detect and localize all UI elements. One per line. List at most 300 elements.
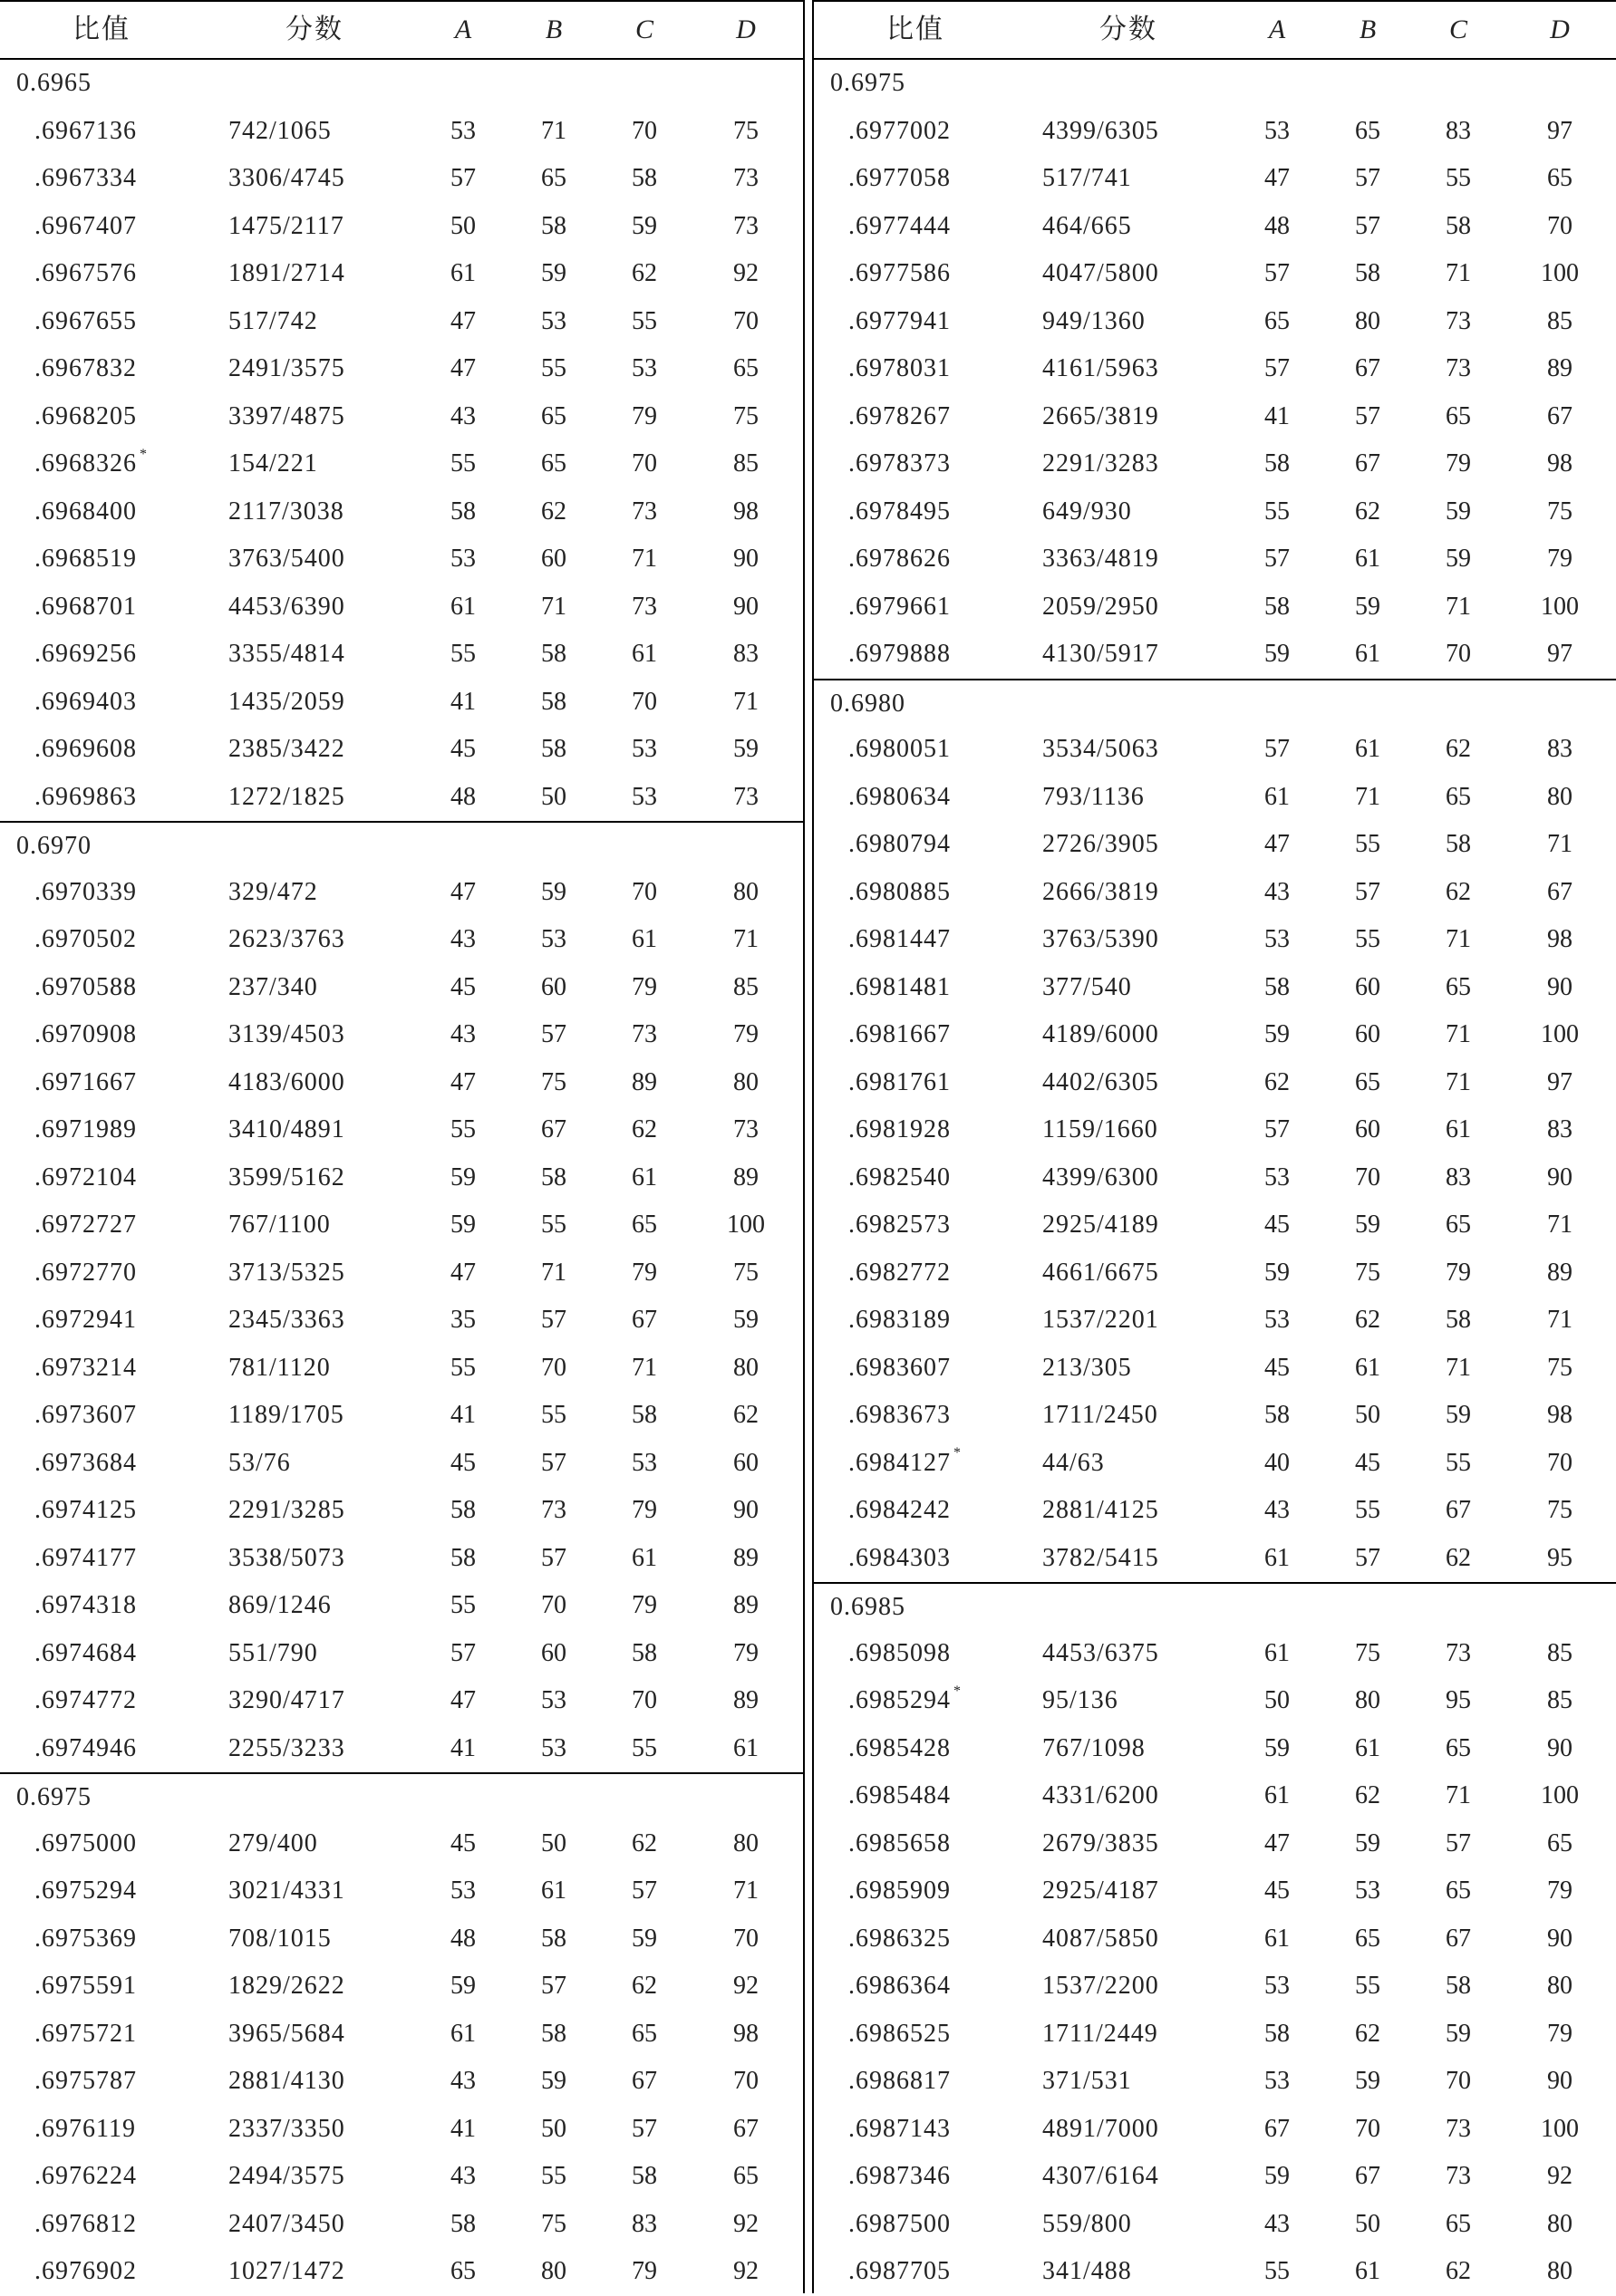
d-cell: 85: [733, 972, 759, 1001]
c-cell: 55: [1446, 1448, 1471, 1477]
ratio-value: .6975369: [34, 1924, 137, 1953]
fraction-cell: 4130/5917: [1042, 640, 1159, 668]
table-row: [814, 774, 1616, 822]
c-cell: 71: [632, 1353, 657, 1382]
ratio-value: .6977002: [848, 116, 951, 145]
b-cell: 55: [541, 2162, 566, 2190]
fraction-cell: 2491/3575: [228, 354, 345, 382]
table-row: [814, 2201, 1616, 2249]
b-cell: 60: [541, 545, 566, 573]
ratio-cell: [34, 1106, 137, 1154]
table-row: [0, 1059, 803, 1107]
ratio-cell: [34, 345, 137, 393]
ratio-value: .6980051: [848, 735, 951, 763]
table-row: [814, 1249, 1616, 1298]
table-row: [0, 2106, 803, 2154]
fraction-cell: 4399/6305: [1042, 116, 1159, 145]
table-row: [0, 2058, 803, 2106]
a-cell: 45: [1264, 1876, 1290, 1905]
d-cell: 100: [1541, 1781, 1579, 1809]
ratio-value: .6970339: [34, 877, 137, 906]
ratio-value: .6985909: [848, 1876, 951, 1905]
fraction-cell: 44/63: [1042, 1448, 1105, 1477]
ratio-value: .6975787: [34, 2067, 137, 2095]
a-cell: 50: [1264, 1686, 1290, 1714]
table-row: [814, 1059, 1616, 1107]
c-cell: 65: [632, 2019, 657, 2048]
b-cell: 57: [1355, 1543, 1380, 1572]
b-cell: 62: [1355, 1781, 1380, 1809]
table-row: [814, 2058, 1616, 2106]
table-row: [0, 1154, 803, 1202]
b-cell: 57: [541, 1448, 566, 1477]
fraction-cell: 2666/3819: [1042, 877, 1159, 906]
c-cell: 62: [1446, 877, 1471, 906]
d-cell: 67: [733, 2114, 759, 2143]
d-cell: 83: [733, 640, 759, 668]
a-cell: 65: [1264, 306, 1290, 335]
ratio-cell: [34, 1867, 137, 1915]
fraction-cell: 3410/4891: [228, 1115, 345, 1143]
table-row: [0, 203, 803, 251]
fraction-cell: 279/400: [228, 1828, 318, 1857]
ratio-value: .6968701: [34, 592, 137, 621]
fraction-cell: 4307/6164: [1042, 2162, 1159, 2190]
table-row: [814, 1867, 1616, 1915]
b-cell: 50: [1355, 1401, 1380, 1429]
fraction-cell: 3021/4331: [228, 1876, 345, 1905]
table-row: [814, 1154, 1616, 1202]
table-row: [814, 869, 1616, 917]
fraction-cell: 1711/2449: [1042, 2019, 1158, 2048]
ratio-cell: [848, 1867, 951, 1915]
fraction-cell: 2925/4187: [1042, 1876, 1159, 1905]
ratio-value: .6987143: [848, 2114, 951, 2143]
ratio-cell: [848, 726, 951, 774]
ratio-value: .6976119: [34, 2114, 136, 2143]
ratio-value: .6969256: [34, 640, 137, 668]
d-cell: 92: [733, 1972, 759, 2000]
ratio-value: .6974125: [34, 1496, 137, 1524]
ratio-cell: [848, 916, 951, 964]
ratio-cell: [848, 535, 951, 584]
c-cell: 58: [1446, 1972, 1471, 2000]
ratio-cell: [848, 203, 951, 251]
fraction-cell: 2726/3905: [1042, 830, 1159, 858]
d-cell: 71: [733, 687, 759, 716]
table-row: [0, 393, 803, 441]
d-cell: 65: [733, 354, 759, 382]
d-cell: 70: [733, 2067, 759, 2095]
b-cell: 67: [1355, 2162, 1380, 2190]
ratio-cell: [34, 2201, 137, 2249]
ratio-value: .6985428: [848, 1733, 951, 1762]
table-row: [814, 440, 1616, 488]
ratio-cell: [34, 1820, 137, 1868]
c-cell: 65: [1446, 401, 1471, 430]
ratio-cell: [34, 774, 137, 822]
d-cell: 100: [1541, 592, 1579, 621]
ratio-value: .6980634: [848, 782, 951, 811]
d-cell: 80: [733, 1067, 759, 1096]
ratio-cell: [848, 108, 951, 156]
a-cell: 48: [450, 782, 476, 811]
table-row: [814, 1820, 1616, 1868]
d-cell: 71: [733, 1876, 759, 1905]
b-cell: 45: [1355, 1448, 1380, 1477]
ratio-cell: [34, 1677, 137, 1725]
table-row: [814, 1677, 1616, 1725]
d-cell: 92: [733, 259, 759, 287]
table-row: [0, 108, 803, 156]
fraction-cell: 329/472: [228, 877, 318, 906]
b-cell: 55: [1355, 925, 1380, 953]
a-cell: 61: [1264, 1781, 1290, 1809]
ratio-value: .6983189: [848, 1306, 951, 1334]
fraction-cell: 869/1246: [228, 1591, 332, 1619]
b-cell: 75: [1355, 1638, 1380, 1667]
b-cell: 57: [541, 1020, 566, 1048]
b-cell: 70: [1355, 2114, 1380, 2143]
ratio-cell: [848, 1154, 951, 1202]
ratio-cell: [34, 298, 137, 346]
ratio-cell: [848, 964, 951, 1012]
table-row: [0, 584, 803, 632]
table-row: [0, 2153, 803, 2201]
table-row: [814, 1915, 1616, 1963]
ratio-value: .6970588: [34, 972, 137, 1001]
fraction-cell: 464/665: [1042, 211, 1132, 240]
ratio-value: .6980794: [848, 830, 951, 858]
ratio-cell: [848, 1106, 951, 1154]
ratio-cell: [34, 1392, 137, 1440]
table-row: [814, 821, 1616, 869]
header-ratio: 比值: [73, 14, 131, 44]
table-row: [0, 298, 803, 346]
ratio-value: .6986325: [848, 1924, 951, 1953]
d-cell: 89: [733, 1162, 759, 1191]
d-cell: 62: [733, 1401, 759, 1429]
fraction-cell: 3782/5415: [1042, 1543, 1159, 1572]
ratio-cell: [848, 869, 951, 917]
ratio-value: .6976902: [34, 2257, 137, 2285]
c-cell: 83: [632, 2209, 657, 2238]
b-cell: 61: [541, 1876, 566, 1905]
ratio-cell: [34, 726, 137, 774]
d-cell: 89: [733, 1591, 759, 1619]
d-cell: 59: [733, 1306, 759, 1334]
ratio-cell: [848, 155, 951, 203]
c-cell: 53: [632, 354, 657, 382]
a-cell: 55: [450, 449, 476, 478]
a-cell: 55: [450, 1115, 476, 1143]
a-cell: 43: [1264, 877, 1290, 906]
b-cell: 55: [1355, 1496, 1380, 1524]
c-cell: 70: [1446, 640, 1471, 668]
ratio-cell: [848, 821, 951, 869]
d-cell: 90: [733, 592, 759, 621]
table-row: [814, 1535, 1616, 1583]
a-cell: 43: [450, 2067, 476, 2095]
b-cell: 57: [1355, 401, 1380, 430]
table-row: [0, 1249, 803, 1298]
fraction-cell: 3763/5390: [1042, 925, 1159, 953]
b-cell: 70: [541, 1591, 566, 1619]
c-cell: 61: [632, 925, 657, 953]
a-cell: 58: [1264, 1401, 1290, 1429]
c-cell: 79: [632, 2257, 657, 2285]
ratio-cell: [34, 631, 137, 679]
fraction-cell: 1272/1825: [228, 782, 345, 811]
fraction-cell: 767/1098: [1042, 1733, 1146, 1762]
group-row: [0, 1772, 803, 1822]
c-cell: 79: [1446, 449, 1471, 478]
b-cell: 53: [541, 306, 566, 335]
c-cell: 58: [632, 164, 657, 192]
ratio-value: .6968519: [34, 545, 137, 573]
b-cell: 75: [541, 1067, 566, 1096]
b-cell: 61: [1355, 1733, 1380, 1762]
group-label: 0.6985: [830, 1593, 905, 1621]
a-cell: 62: [1264, 1067, 1290, 1096]
ratio-value: .6980885: [848, 877, 951, 906]
d-cell: 80: [1547, 2209, 1572, 2238]
a-cell: 55: [450, 640, 476, 668]
table-row: [0, 250, 803, 298]
a-cell: 59: [1264, 1733, 1290, 1762]
c-cell: 73: [632, 497, 657, 526]
group-label: 0.6980: [830, 689, 905, 718]
fraction-cell: 517/741: [1042, 164, 1132, 192]
ratio-cell: [848, 440, 951, 488]
d-cell: 89: [733, 1686, 759, 1714]
b-cell: 60: [541, 972, 566, 1001]
header-ratio: 比值: [886, 14, 944, 44]
a-cell: 61: [450, 2019, 476, 2048]
b-cell: 80: [1355, 306, 1380, 335]
d-cell: 92: [733, 2209, 759, 2238]
b-cell: 71: [541, 1258, 566, 1287]
ratio-cell: [34, 250, 137, 298]
a-cell: 59: [450, 1972, 476, 2000]
ratio-cell: [848, 2153, 951, 2201]
ratio-cell: [34, 203, 137, 251]
ratio-cell: [34, 2011, 137, 2059]
ratio-cell: [848, 1249, 951, 1298]
ratio-value: .6987346: [848, 2162, 951, 2190]
c-cell: 89: [632, 1067, 657, 1096]
fraction-cell: 2407/3450: [228, 2209, 345, 2238]
ratio-value: .6975294: [34, 1876, 137, 1905]
header-fraction: 分数: [285, 14, 344, 44]
table-row: [814, 1630, 1616, 1678]
c-cell: 79: [632, 1591, 657, 1619]
ratio-cell: [34, 2248, 137, 2296]
d-cell: 75: [1547, 497, 1572, 526]
a-cell: 35: [450, 1306, 476, 1334]
left-panel: [0, 0, 805, 2293]
a-cell: 45: [450, 735, 476, 763]
header-b: B: [545, 14, 563, 44]
b-cell: 60: [541, 1638, 566, 1667]
ratio-value: .6981481: [848, 972, 951, 1001]
a-cell: 53: [1264, 1162, 1290, 1191]
ratio-cell: [34, 535, 137, 584]
fraction-cell: 4453/6375: [1042, 1638, 1159, 1667]
table-row: [814, 631, 1616, 679]
ratio-value: .6972941: [34, 1306, 137, 1334]
ratio-cell: [848, 1297, 951, 1345]
d-cell: 80: [733, 877, 759, 906]
a-cell: 55: [450, 1353, 476, 1382]
ratio-value: .6975591: [34, 1972, 137, 2000]
ratio-value: .6986817: [848, 2067, 951, 2095]
a-cell: 53: [450, 1876, 476, 1905]
fraction-cell: 95/136: [1042, 1686, 1118, 1714]
fraction-cell: 4453/6390: [228, 592, 345, 621]
ratio-value: .6977941: [848, 306, 951, 335]
fraction-cell: 4661/6675: [1042, 1258, 1159, 1287]
table-row: [814, 2011, 1616, 2059]
b-cell: 67: [541, 1115, 566, 1143]
fraction-cell: 371/531: [1042, 2067, 1132, 2095]
c-cell: 62: [1446, 1543, 1471, 1572]
c-cell: 62: [1446, 2257, 1471, 2285]
table-row: [814, 1345, 1616, 1393]
fraction-cell: 4402/6305: [1042, 1067, 1159, 1096]
a-cell: 57: [1264, 259, 1290, 287]
ratio-value: .6969608: [34, 735, 137, 763]
table-row: [0, 1867, 803, 1915]
fraction-cell: 949/1360: [1042, 306, 1146, 335]
a-cell: 57: [450, 1638, 476, 1667]
ratio-value: .6967334: [34, 164, 137, 192]
b-cell: 55: [541, 354, 566, 382]
table-row: [0, 916, 803, 964]
b-cell: 75: [541, 2209, 566, 2238]
table-row: [0, 1582, 803, 1630]
a-cell: 59: [1264, 640, 1290, 668]
c-cell: 58: [1446, 1306, 1471, 1334]
fraction-cell: 4047/5800: [1042, 259, 1159, 287]
ratio-value: .6977586: [848, 259, 951, 287]
b-cell: 57: [541, 1543, 566, 1572]
a-cell: 47: [1264, 830, 1290, 858]
a-cell: 58: [450, 1496, 476, 1524]
asterisk-mark: *: [140, 446, 148, 462]
a-cell: 48: [450, 1924, 476, 1953]
ratio-cell: [34, 2058, 137, 2106]
ratio-value: .6984127: [848, 1448, 951, 1477]
table-row: [0, 2011, 803, 2059]
table-row: [814, 393, 1616, 441]
table-row: [814, 1297, 1616, 1345]
c-cell: 71: [1446, 259, 1471, 287]
fraction-cell: 3363/4819: [1042, 545, 1159, 573]
fraction-cell: 2385/3422: [228, 735, 345, 763]
ratio-value: .6982772: [848, 1258, 951, 1287]
ratio-value: .6987705: [848, 2257, 951, 2285]
header-fraction: 分数: [1099, 14, 1157, 44]
fraction-cell: 3965/5684: [228, 2019, 345, 2048]
d-cell: 59: [733, 735, 759, 763]
a-cell: 47: [1264, 164, 1290, 192]
ratio-value: .6983607: [848, 1353, 951, 1382]
ratio-value: .6982573: [848, 1211, 951, 1239]
c-cell: 79: [632, 1496, 657, 1524]
ratio-cell: [34, 440, 148, 488]
c-cell: 58: [1446, 830, 1471, 858]
table-row: [814, 916, 1616, 964]
c-cell: 73: [1446, 306, 1471, 335]
group-label: 0.6965: [16, 69, 92, 97]
a-cell: 57: [1264, 545, 1290, 573]
table-row: [0, 1297, 803, 1345]
ratio-value: .6985484: [848, 1781, 951, 1809]
d-cell: 79: [733, 1638, 759, 1667]
ratio-cell: [848, 584, 951, 632]
b-cell: 57: [541, 1306, 566, 1334]
c-cell: 53: [632, 1448, 657, 1477]
d-cell: 80: [1547, 1972, 1572, 2000]
c-cell: 59: [632, 1924, 657, 1953]
a-cell: 43: [1264, 1496, 1290, 1524]
c-cell: 58: [632, 2162, 657, 2190]
a-cell: 53: [450, 545, 476, 573]
d-cell: 79: [1547, 2019, 1572, 2048]
c-cell: 57: [632, 2114, 657, 2143]
table-row: [814, 488, 1616, 536]
fraction-cell: 2291/3285: [228, 1496, 345, 1524]
ratio-value: .6971989: [34, 1115, 137, 1143]
header-a: A: [454, 14, 472, 44]
a-cell: 58: [450, 2209, 476, 2238]
d-cell: 75: [1547, 1496, 1572, 1524]
ratio-cell: [34, 108, 137, 156]
ratio-value: .6967832: [34, 354, 137, 382]
ratio-value: .6978373: [848, 449, 951, 478]
c-cell: 65: [1446, 1876, 1471, 1905]
b-cell: 60: [1355, 1020, 1380, 1048]
group-label: 0.6975: [16, 1783, 92, 1811]
fraction-cell: 559/800: [1042, 2209, 1132, 2238]
d-cell: 83: [1547, 1115, 1572, 1143]
b-cell: 55: [541, 1211, 566, 1239]
a-cell: 61: [1264, 782, 1290, 811]
ratio-cell: [848, 250, 951, 298]
table-row: [814, 1011, 1616, 1059]
ratio-cell: [848, 1535, 951, 1583]
b-cell: 71: [1355, 782, 1380, 811]
fraction-cell: 2337/3350: [228, 2114, 345, 2143]
c-cell: 67: [632, 2067, 657, 2095]
ratio-value: .6968205: [34, 401, 137, 430]
fraction-cell: 341/488: [1042, 2257, 1132, 2285]
d-cell: 73: [733, 164, 759, 192]
c-cell: 55: [1446, 164, 1471, 192]
b-cell: 65: [541, 449, 566, 478]
ratio-value: .6983673: [848, 1401, 951, 1429]
b-cell: 71: [541, 592, 566, 621]
table-row: [0, 1487, 803, 1535]
table-row: [814, 964, 1616, 1012]
a-cell: 43: [450, 2162, 476, 2190]
fraction-cell: 4399/6300: [1042, 1162, 1159, 1191]
d-cell: 100: [1541, 2114, 1579, 2143]
ratio-value: .6967655: [34, 306, 137, 335]
d-cell: 71: [1547, 1306, 1572, 1334]
fraction-cell: 3713/5325: [228, 1258, 345, 1287]
